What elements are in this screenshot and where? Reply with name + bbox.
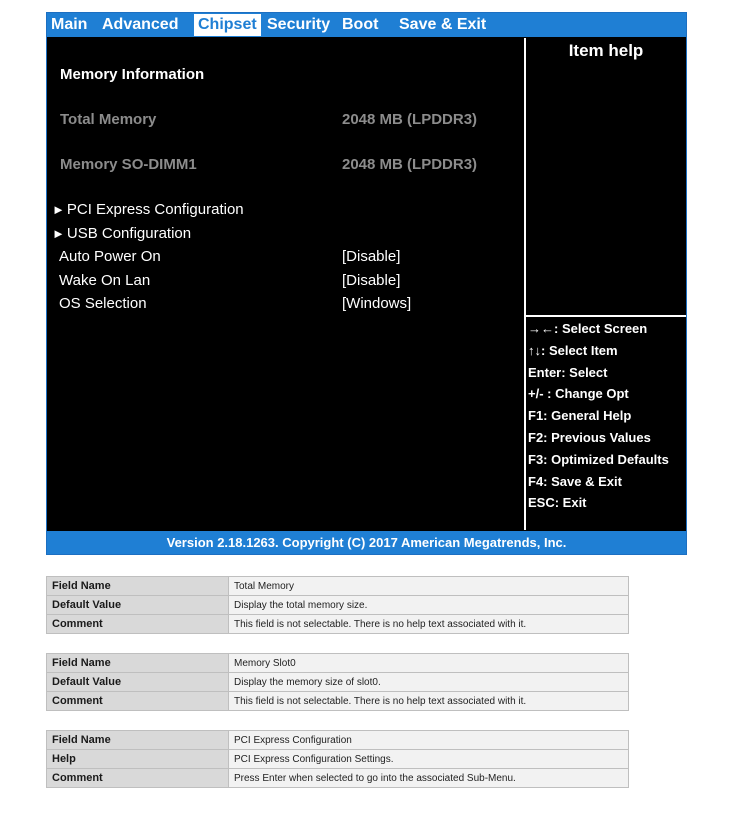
field-value: PCI Express Configuration [229,731,629,750]
memory-sodimm1-label: Memory SO-DIMM1 [60,156,197,173]
bios-footer: Version 2.18.1263. Copyright (C) 2017 American Megatrends, Inc. [47,531,686,554]
table-row [47,596,629,615]
table-row [47,615,629,634]
field-key: Default Value [47,673,229,692]
submenu-pci-express-label: PCI Express Configuration [66,201,244,218]
bios-menu-bar [47,13,686,37]
key-hint: F1: General Help [528,408,632,424]
field-value: This field is not selectable. There is no help text associated with it. [229,615,629,634]
key-hint: →←: Select Screen [528,321,648,336]
total-memory-value: 2048 MB (LPDDR3) [342,111,478,128]
os-selection-value[interactable]: [Windows] [342,295,412,312]
wake-on-lan-value[interactable]: [Disable] [342,272,401,289]
field-value: Display the total memory size. [229,596,629,615]
submenu-arrow-icon: ► [52,202,65,217]
help-divider [526,315,686,317]
bios-screen [46,12,687,555]
table-row [47,769,629,788]
key-hint: ↑↓: Select Item [528,342,618,358]
tab-security[interactable]: Security [267,16,331,33]
table-row [47,731,629,750]
table-row [47,692,629,711]
key-hint: F2: Previous Values [528,429,651,445]
field-key: Field Name [47,654,229,673]
table-row [47,673,629,692]
field-value: Memory Slot0 [229,654,629,673]
submenu-usb-label: USB Configuration [66,225,192,242]
auto-power-on-label[interactable]: Auto Power On [59,248,161,265]
panel-divider [524,38,526,530]
memory-sodimm1-value: 2048 MB (LPDDR3) [342,156,478,173]
field-key: Field Name [47,577,229,596]
key-hint: Enter: Select [528,364,608,380]
wake-on-lan-label[interactable]: Wake On Lan [59,272,151,289]
field-value: Total Memory [229,577,629,596]
tab-save-exit[interactable]: Save & Exit [399,16,487,33]
field-value: Display the memory size of slot0. [229,673,629,692]
field-value: This field is not selectable. There is no help text associated with it. [229,692,629,711]
submenu-pci-express[interactable] [52,201,244,218]
field-key: Comment [47,692,229,711]
key-legend [528,318,686,514]
field-key: Comment [47,615,229,634]
table-row [47,654,629,673]
tab-advanced[interactable]: Advanced [102,16,179,33]
tab-chipset[interactable]: Chipset [194,14,261,36]
table-row [47,577,629,596]
key-hint: ESC: Exit [528,495,587,511]
submenu-usb[interactable] [52,225,191,242]
item-help-title: Item help [568,41,644,60]
key-hint: F4: Save & Exit [528,473,622,489]
field-value: Press Enter when selected to go into the associated Sub-Menu. [229,769,629,788]
tab-boot[interactable]: Boot [342,16,379,33]
key-hint: +/- : Change Opt [528,386,629,402]
key-hint: F3: Optimized Defaults [528,451,669,467]
auto-power-on-value[interactable]: [Disable] [342,248,401,265]
field-table-total-memory [46,576,629,634]
field-key: Default Value [47,596,229,615]
field-table-pci-express [46,730,629,788]
os-selection-label[interactable]: OS Selection [59,295,147,312]
field-key: Field Name [47,731,229,750]
section-title: Memory Information [60,66,205,83]
field-key: Comment [47,769,229,788]
tab-main[interactable]: Main [51,16,88,33]
field-table-memory-slot0 [46,653,629,711]
submenu-arrow-icon: ► [52,226,65,241]
field-value: PCI Express Configuration Settings. [229,750,629,769]
field-key: Help [47,750,229,769]
table-row [47,750,629,769]
total-memory-label: Total Memory [60,111,157,128]
